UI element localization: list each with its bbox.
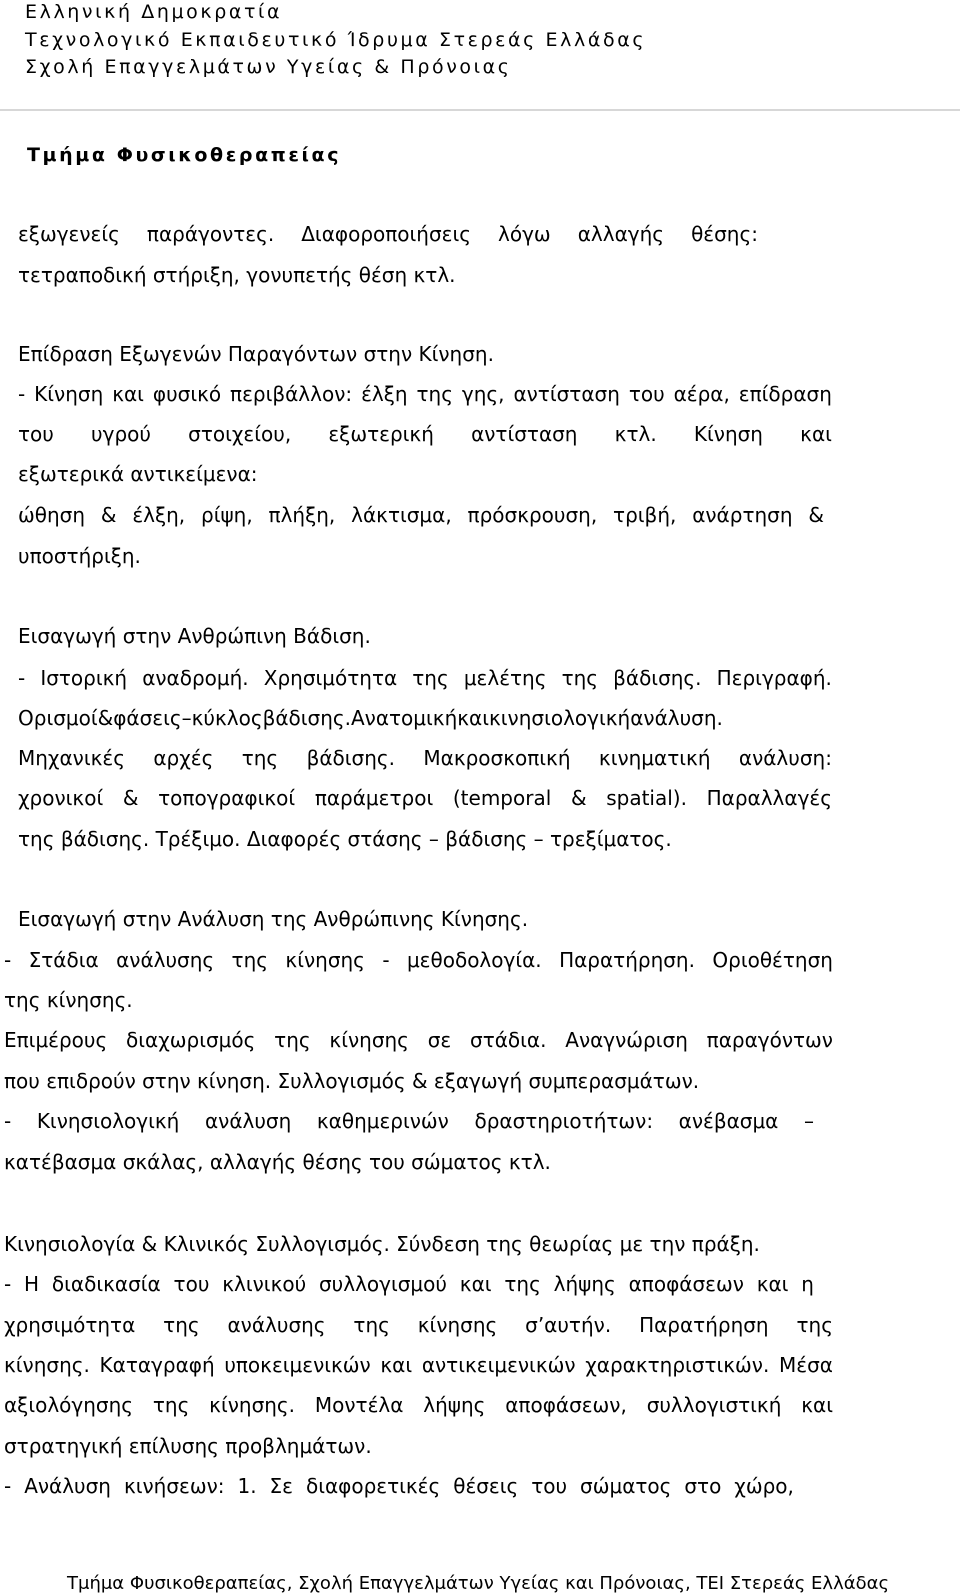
body-line: ώθηση & έλξη, ρίψη, πλήξη, λάκτισμα, πρόσκρουση, τριβή, ανάρτηση & [18, 503, 824, 527]
body-line: της κίνησης. [4, 988, 133, 1012]
body-line: κίνησης. Καταγραφή υποκειμενικών και αντικειμενικών χαρακτηριστικών. Μέσα [4, 1353, 833, 1377]
body-line: τετραποδική στήριξη, γονυπετής θέση κτλ. [18, 263, 456, 287]
body-line: - Κίνηση και φυσικό περιβάλλον: έλξη της γης, αντίσταση του αέρα, επίδραση [18, 382, 832, 406]
body-line: εξωτερικά αντικείμενα: [18, 462, 258, 486]
body-line: - Η διαδικασία του κλινικού συλλογισμού και της λήψης αποφάσεων και η [4, 1272, 814, 1296]
body-line: - Κινησιολογική ανάλυση καθημερινών δραστηριοτήτων: ανέβασμα – [4, 1109, 814, 1133]
body-line: χρησιμότητα της ανάλυσης της κίνησης σ’αυτήν. Παρατήρηση της [4, 1313, 833, 1337]
body-line: Μηχανικές αρχές της βάδισης. Μακροσκοπική κινηματική ανάλυση: [18, 746, 832, 770]
body-line: - Στάδια ανάλυσης της κίνησης - μεθοδολογία. Παρατήρηση. Οριοθέτηση [4, 948, 833, 972]
body-line: Ορισμοί & φάσεις – κύκλος βάδισης. Ανατομική και κινησιολογική ανάλυση. [18, 706, 723, 730]
department-title: Τμήμα Φυσικοθεραπείας [27, 144, 342, 166]
body-line: του υγρού στοιχείου, εξωτερική αντίσταση κτλ. Κίνηση και [18, 422, 832, 446]
body-line: στρατηγική επίλυσης προβλημάτων. [4, 1434, 372, 1458]
body-line: Επιμέρους διαχωρισμός της κίνησης σε στάδια. Αναγνώριση παραγόντων [4, 1028, 833, 1052]
header-institution: Τεχνολογικό Εκπαιδευτικό Ίδρυμα Στερεάς Ελλάδας [25, 29, 647, 51]
body-line: - Ιστορική αναδρομή. Χρησιμότητα της μελέτης της βάδισης. Περιγραφή. [18, 666, 832, 690]
body-line: υποστήριξη. [18, 544, 141, 568]
body-line: της βάδισης. Τρέξιμο. Διαφορές στάσης – βάδισης – τρεξίματος. [18, 827, 672, 851]
header-divider [0, 109, 960, 111]
body-line: που επιδρούν στην κίνηση. Συλλογισμός & εξαγωγή συμπερασμάτων. [4, 1069, 700, 1093]
body-line: Εισαγωγή στην Ανάλυση της Ανθρώπινης Κίνησης. [18, 907, 529, 931]
page-footer: Τμήμα Φυσικοθεραπείας, Σχολή Επαγγελμάτων Υγείας και Πρόνοιας, ΤΕΙ Στερεάς Ελλάδας [67, 1573, 890, 1594]
body-line: αξιολόγησης της κίνησης. Μοντέλα λήψης αποφάσεων, συλλογιστική και [4, 1393, 833, 1417]
body-line: Εισαγωγή στην Ανθρώπινη Βάδιση. [18, 624, 371, 648]
body-line: Κινησιολογία & Κλινικός Συλλογισμός. Σύνδεση της θεωρίας με την πράξη. [4, 1232, 760, 1256]
header-school: Σχολή Επαγγελμάτων Υγείας & Πρόνοιας [25, 56, 512, 78]
body-line: Επίδραση Εξωγενών Παραγόντων στην Κίνηση. [18, 342, 494, 366]
body-line: - Ανάλυση κινήσεων: 1. Σε διαφορετικές θέσεις του σώματος στο χώρο, [4, 1474, 794, 1498]
header-country: Ελληνική Δημοκρατία [25, 1, 283, 23]
body-line: χρονικοί & τοπογραφικοί παράμετροι (temporal & spatial). Παραλλαγές [18, 786, 832, 810]
body-line: εξωγενείς παράγοντες. Διαφοροποιήσεις λόγω αλλαγής θέσης: [18, 222, 758, 246]
body-line: κατέβασμα σκάλας, αλλαγής θέσης του σώματος κτλ. [4, 1150, 551, 1174]
